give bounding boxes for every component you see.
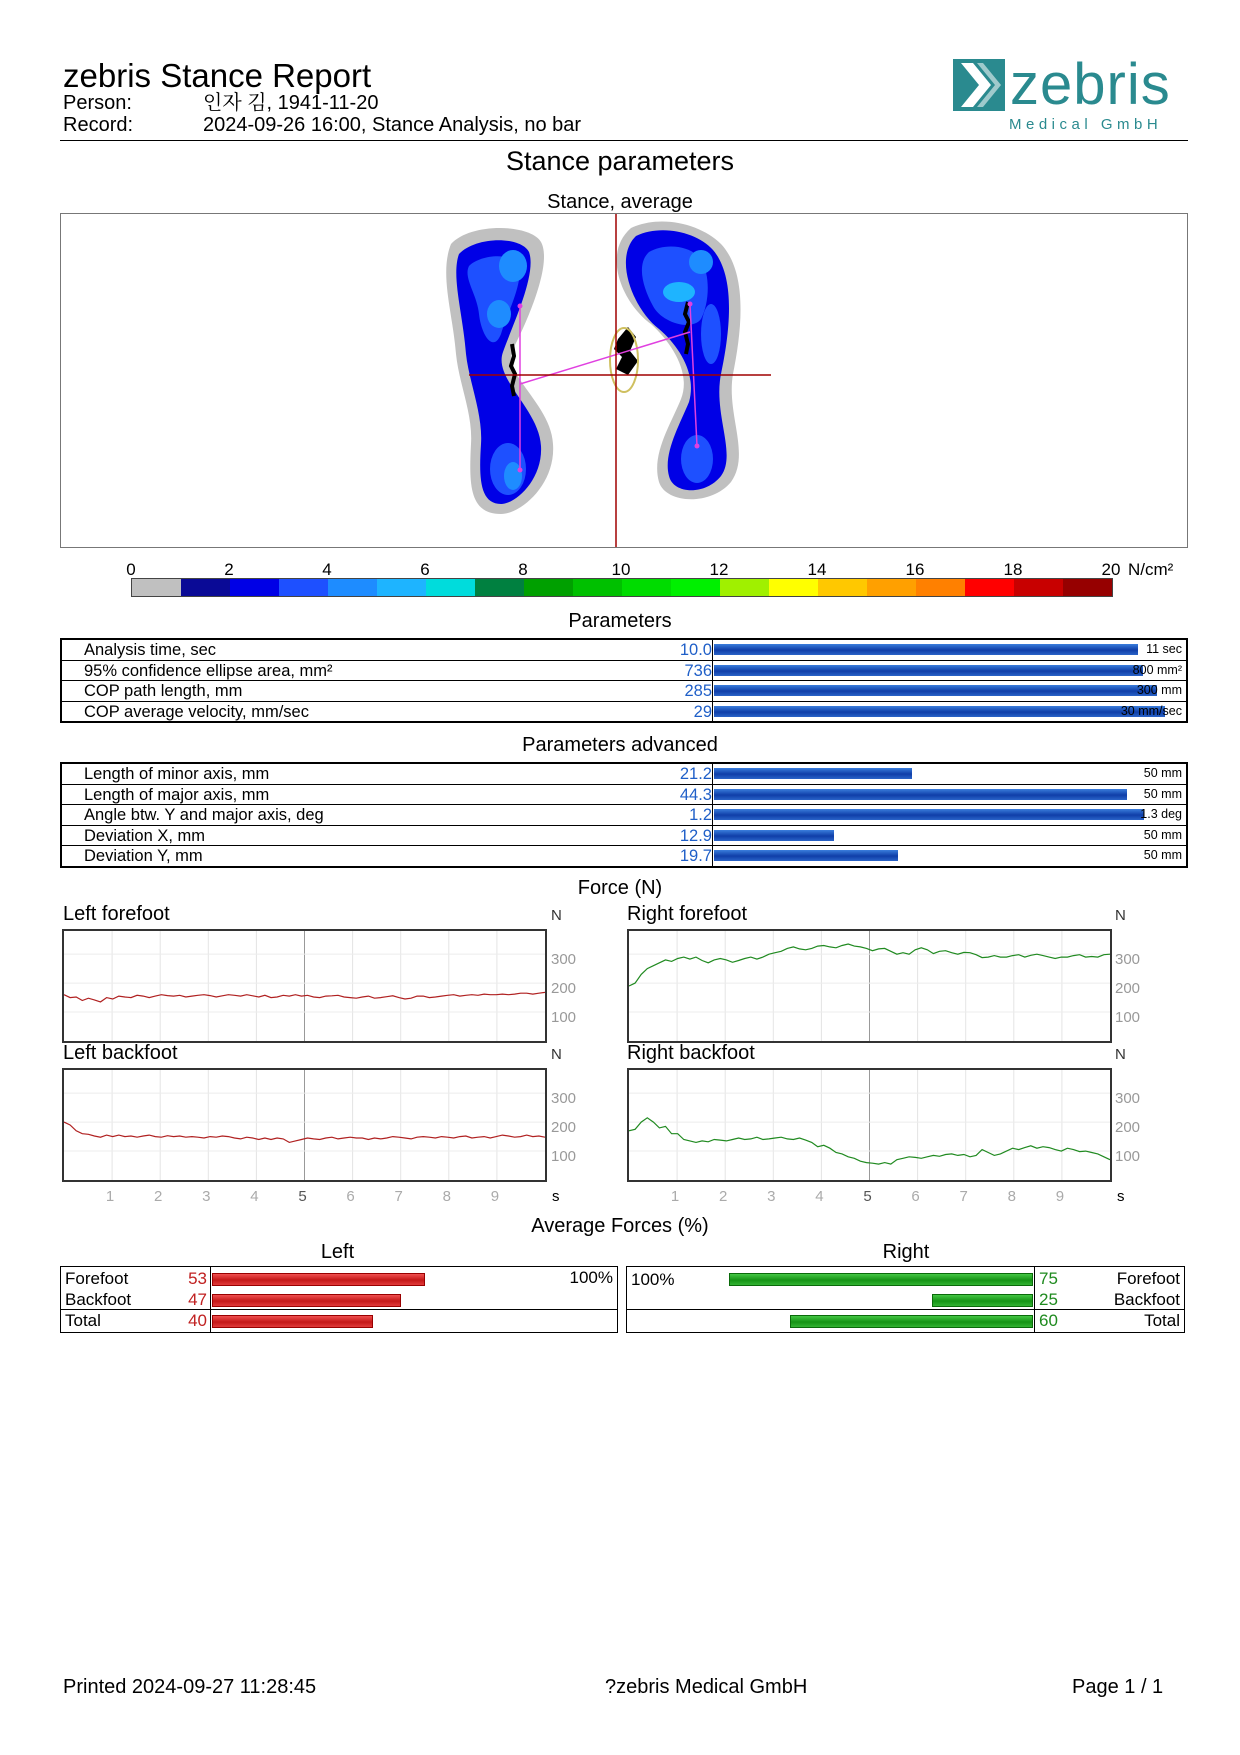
- parameter-row: [62, 702, 1186, 722]
- parameter-max: 50 mm: [1143, 766, 1182, 780]
- parameter-bar: [714, 789, 1127, 800]
- avg-left-bar: [212, 1294, 401, 1307]
- parameter-label: Analysis time, sec: [84, 641, 217, 659]
- colorbar-tick-label: 14: [807, 560, 827, 579]
- avg-right-value: 25: [1039, 1290, 1058, 1309]
- page-number: Page 1 / 1: [1072, 1676, 1164, 1698]
- left-backfoot-chart: [62, 1068, 547, 1182]
- parameter-value: 736: [684, 661, 712, 680]
- logo-text: zebris: [1010, 52, 1171, 117]
- avg-left-bar: [212, 1273, 425, 1286]
- y-tick-200: 200: [1115, 1119, 1141, 1136]
- avg-right-label: Total: [1144, 1311, 1180, 1330]
- parameters-advanced-table: [60, 762, 1188, 868]
- parameter-row: [62, 846, 1186, 866]
- parameter-value: 21.2: [679, 765, 712, 783]
- colorbar-segment: [132, 579, 181, 596]
- parameter-row: [62, 681, 1186, 702]
- y-tick-100: 100: [551, 1148, 577, 1165]
- column-divider: [712, 805, 713, 825]
- person-value: 인자 김, 1941-11-20: [203, 92, 379, 114]
- colorbar-segment: [328, 579, 377, 596]
- colorbar-segment: [230, 579, 279, 596]
- footer-company: ?zebris Medical GmbH: [605, 1676, 808, 1698]
- parameter-value: 10.0: [679, 641, 712, 659]
- x-tick-label: 1: [670, 1188, 680, 1205]
- parameter-bar: [714, 685, 1157, 696]
- y-tick-200: 200: [1115, 980, 1141, 997]
- left-foot-pressure: [446, 228, 553, 514]
- x-tick-label: 8: [442, 1188, 451, 1205]
- colorbar-segment: [475, 579, 524, 596]
- average-forces-title: Average Forces (%): [531, 1215, 709, 1237]
- zebris-logo: [953, 52, 1181, 140]
- avg-right-bar: [790, 1315, 1033, 1328]
- colorbar-tick-label: 16: [905, 560, 925, 579]
- column-divider: [712, 826, 713, 846]
- parameter-max: 50 mm: [1143, 827, 1182, 842]
- x-tick-label: 2: [719, 1188, 728, 1205]
- colorbar-tick-label: 20: [1101, 560, 1121, 579]
- column-divider: [712, 702, 713, 722]
- avg-right-label: Forefoot: [1116, 1269, 1180, 1288]
- column-divider: [712, 640, 713, 660]
- avg-left-value: 40: [188, 1311, 207, 1330]
- y-tick-200: 200: [551, 1119, 577, 1136]
- colorbar-segment: [769, 579, 818, 596]
- parameter-max: 50 mm: [1143, 786, 1182, 801]
- parameters-title: Parameters: [568, 610, 672, 632]
- parameter-value: 19.7: [679, 847, 712, 865]
- avg-forces-right-table: [626, 1266, 1185, 1333]
- left-backfoot-unit: N: [551, 1046, 562, 1063]
- column-divider: [1034, 1267, 1035, 1332]
- parameter-bar: [714, 644, 1138, 655]
- section-title: Stance parameters: [505, 146, 735, 176]
- colorbar-segment: [573, 579, 622, 596]
- parameter-bar: [714, 850, 898, 861]
- x-tick-label: 7: [959, 1188, 968, 1205]
- pressure-colorbar: [131, 578, 1113, 597]
- colorbar-tick-label: 10: [611, 560, 631, 579]
- row-divider: [627, 1309, 1184, 1310]
- right-forefoot-chart: [627, 929, 1112, 1043]
- colorbar-segment: [671, 579, 720, 596]
- colorbar-segment: [1063, 579, 1112, 596]
- person-label: Person:: [63, 92, 132, 114]
- parameter-max: 800 mm²: [1132, 662, 1182, 677]
- colorbar-segment: [181, 579, 230, 596]
- stance-plot-title: Stance, average: [547, 191, 693, 213]
- avg-left-max: 100%: [569, 1268, 613, 1287]
- parameter-label: 95% confidence ellipse area, mm²: [84, 661, 333, 680]
- colorbar-segment: [965, 579, 1014, 596]
- x-tick-label: 2: [154, 1188, 163, 1205]
- parameter-label: Angle btw. Y and major axis, deg: [84, 806, 324, 824]
- stance-pressure-map: [60, 213, 1188, 548]
- x-tick-label: 5: [863, 1188, 872, 1205]
- avg-right-bar: [729, 1273, 1033, 1286]
- right-backfoot-unit: N: [1115, 1046, 1126, 1063]
- x-tick-label: 3: [767, 1188, 776, 1205]
- column-divider: [712, 846, 713, 866]
- y-tick-100: 100: [551, 1009, 577, 1026]
- parameter-row: [62, 785, 1186, 806]
- column-divider: [712, 785, 713, 805]
- parameter-row: [62, 640, 1186, 661]
- report-title: zebris Stance Report: [63, 57, 372, 94]
- avg-right-max: 100%: [631, 1270, 675, 1289]
- avg-right-title: Right: [882, 1241, 930, 1263]
- colorbar-segment: [818, 579, 867, 596]
- parameter-bar: [714, 665, 1143, 676]
- logo-subtext: Medical GmbH: [1009, 116, 1163, 133]
- colorbar-tick-label: 8: [518, 560, 528, 579]
- force-title: Force (N): [577, 877, 663, 899]
- avg-left-label: Forefoot: [65, 1269, 129, 1288]
- colorbar-unit: N/cm²: [1128, 560, 1174, 579]
- right-forefoot-title: Right forefoot: [627, 903, 748, 925]
- parameter-bar: [714, 706, 1165, 717]
- y-tick-300: 300: [1115, 951, 1141, 968]
- parameter-max: 300 mm: [1136, 683, 1182, 697]
- avg-right-value: 75: [1039, 1269, 1058, 1288]
- parameter-max: 50 mm: [1143, 848, 1182, 862]
- record-label: Record:: [63, 114, 134, 136]
- parameter-max: 1.3 deg: [1140, 807, 1182, 821]
- row-divider: [61, 1309, 617, 1310]
- parameter-max: 11 sec: [1146, 642, 1182, 656]
- parameter-row: [62, 661, 1186, 682]
- parameter-label: COP path length, mm: [84, 682, 243, 700]
- colorbar-segment: [867, 579, 916, 596]
- avg-right-value: 60: [1039, 1311, 1058, 1330]
- avg-left-bar: [212, 1315, 373, 1328]
- avg-left-title: Left: [320, 1241, 355, 1263]
- colorbar-segment: [720, 579, 769, 596]
- parameter-label: Deviation X, mm: [84, 826, 206, 845]
- left-x-unit: s: [552, 1188, 560, 1205]
- right-backfoot-title: Right backfoot: [627, 1042, 755, 1064]
- parameter-value: 12.9: [679, 826, 712, 845]
- left-forefoot-title: Left forefoot: [63, 903, 170, 925]
- colorbar-tick-label: 2: [224, 560, 234, 579]
- left-backfoot-title: Left backfoot: [63, 1042, 178, 1064]
- x-tick-label: 8: [1007, 1188, 1016, 1205]
- colorbar-segment: [377, 579, 426, 596]
- x-tick-label: 3: [202, 1188, 211, 1205]
- parameter-bar: [714, 768, 912, 779]
- parameter-value: 285: [684, 682, 712, 700]
- parameter-row: [62, 764, 1186, 785]
- parameter-value: 29: [693, 702, 712, 721]
- parameter-label: Length of minor axis, mm: [84, 765, 270, 783]
- parameters-advanced-title: Parameters advanced: [522, 734, 718, 756]
- x-tick-label: 6: [346, 1188, 355, 1205]
- right-backfoot-chart: [627, 1068, 1112, 1182]
- x-tick-label: 4: [250, 1188, 259, 1205]
- x-tick-label: 7: [394, 1188, 403, 1205]
- colorbar-tick-label: 12: [709, 560, 729, 579]
- printed-timestamp: Printed 2024-09-27 11:28:45: [63, 1676, 317, 1698]
- avg-right-bar: [932, 1294, 1033, 1307]
- logo-mark-icon: [953, 59, 1005, 111]
- colorbar-segment: [916, 579, 965, 596]
- parameters-table: [60, 638, 1188, 723]
- colorbar-tick-label: 18: [1003, 560, 1023, 579]
- colorbar-segment: [622, 579, 671, 596]
- x-tick-label: 4: [815, 1188, 824, 1205]
- avg-left-value: 47: [188, 1290, 207, 1309]
- avg-left-label: Total: [65, 1311, 101, 1330]
- colorbar-segment: [1014, 579, 1063, 596]
- column-divider: [712, 661, 713, 681]
- column-divider: [712, 681, 713, 701]
- y-tick-300: 300: [551, 951, 577, 968]
- parameter-label: COP average velocity, mm/sec: [84, 702, 309, 721]
- avg-left-value: 53: [188, 1269, 207, 1288]
- record-value: 2024-09-26 16:00, Stance Analysis, no bar: [203, 114, 582, 136]
- y-tick-200: 200: [551, 980, 577, 997]
- parameter-max: 30 mm/sec: [1120, 703, 1182, 718]
- right-x-unit: s: [1117, 1188, 1125, 1205]
- parameter-row: [62, 805, 1186, 826]
- column-divider: [210, 1267, 211, 1332]
- colorbar-segment: [524, 579, 573, 596]
- parameter-label: Deviation Y, mm: [84, 847, 203, 865]
- right-forefoot-unit: N: [1115, 907, 1126, 924]
- left-forefoot-unit: N: [551, 907, 562, 924]
- colorbar-segment: [279, 579, 328, 596]
- x-tick-label: 1: [105, 1188, 115, 1205]
- colorbar-tick-label: 6: [420, 560, 430, 579]
- y-tick-300: 300: [551, 1090, 577, 1107]
- colorbar-tick-label: 0: [126, 560, 136, 579]
- parameter-label: Length of major axis, mm: [84, 785, 270, 804]
- parameter-row: [62, 826, 1186, 847]
- parameter-bar: [714, 830, 834, 841]
- y-tick-100: 100: [1115, 1009, 1141, 1026]
- colorbar-tick-label: 4: [322, 560, 332, 579]
- x-tick-label: 5: [298, 1188, 307, 1205]
- header-divider: [60, 140, 1188, 141]
- y-tick-100: 100: [1115, 1148, 1141, 1165]
- x-tick-label: 6: [911, 1188, 920, 1205]
- colorbar-segment: [426, 579, 475, 596]
- column-divider: [712, 764, 713, 784]
- x-tick-label: 9: [1055, 1188, 1065, 1205]
- x-tick-label: 9: [490, 1188, 500, 1205]
- parameter-bar: [714, 809, 1144, 820]
- parameter-value: 44.3: [679, 785, 712, 804]
- y-tick-300: 300: [1115, 1090, 1141, 1107]
- avg-forces-left-table: [60, 1266, 618, 1333]
- parameter-value: 1.2: [689, 806, 712, 824]
- avg-right-label: Backfoot: [1113, 1290, 1180, 1309]
- left-forefoot-chart: [62, 929, 547, 1043]
- avg-left-label: Backfoot: [65, 1290, 132, 1309]
